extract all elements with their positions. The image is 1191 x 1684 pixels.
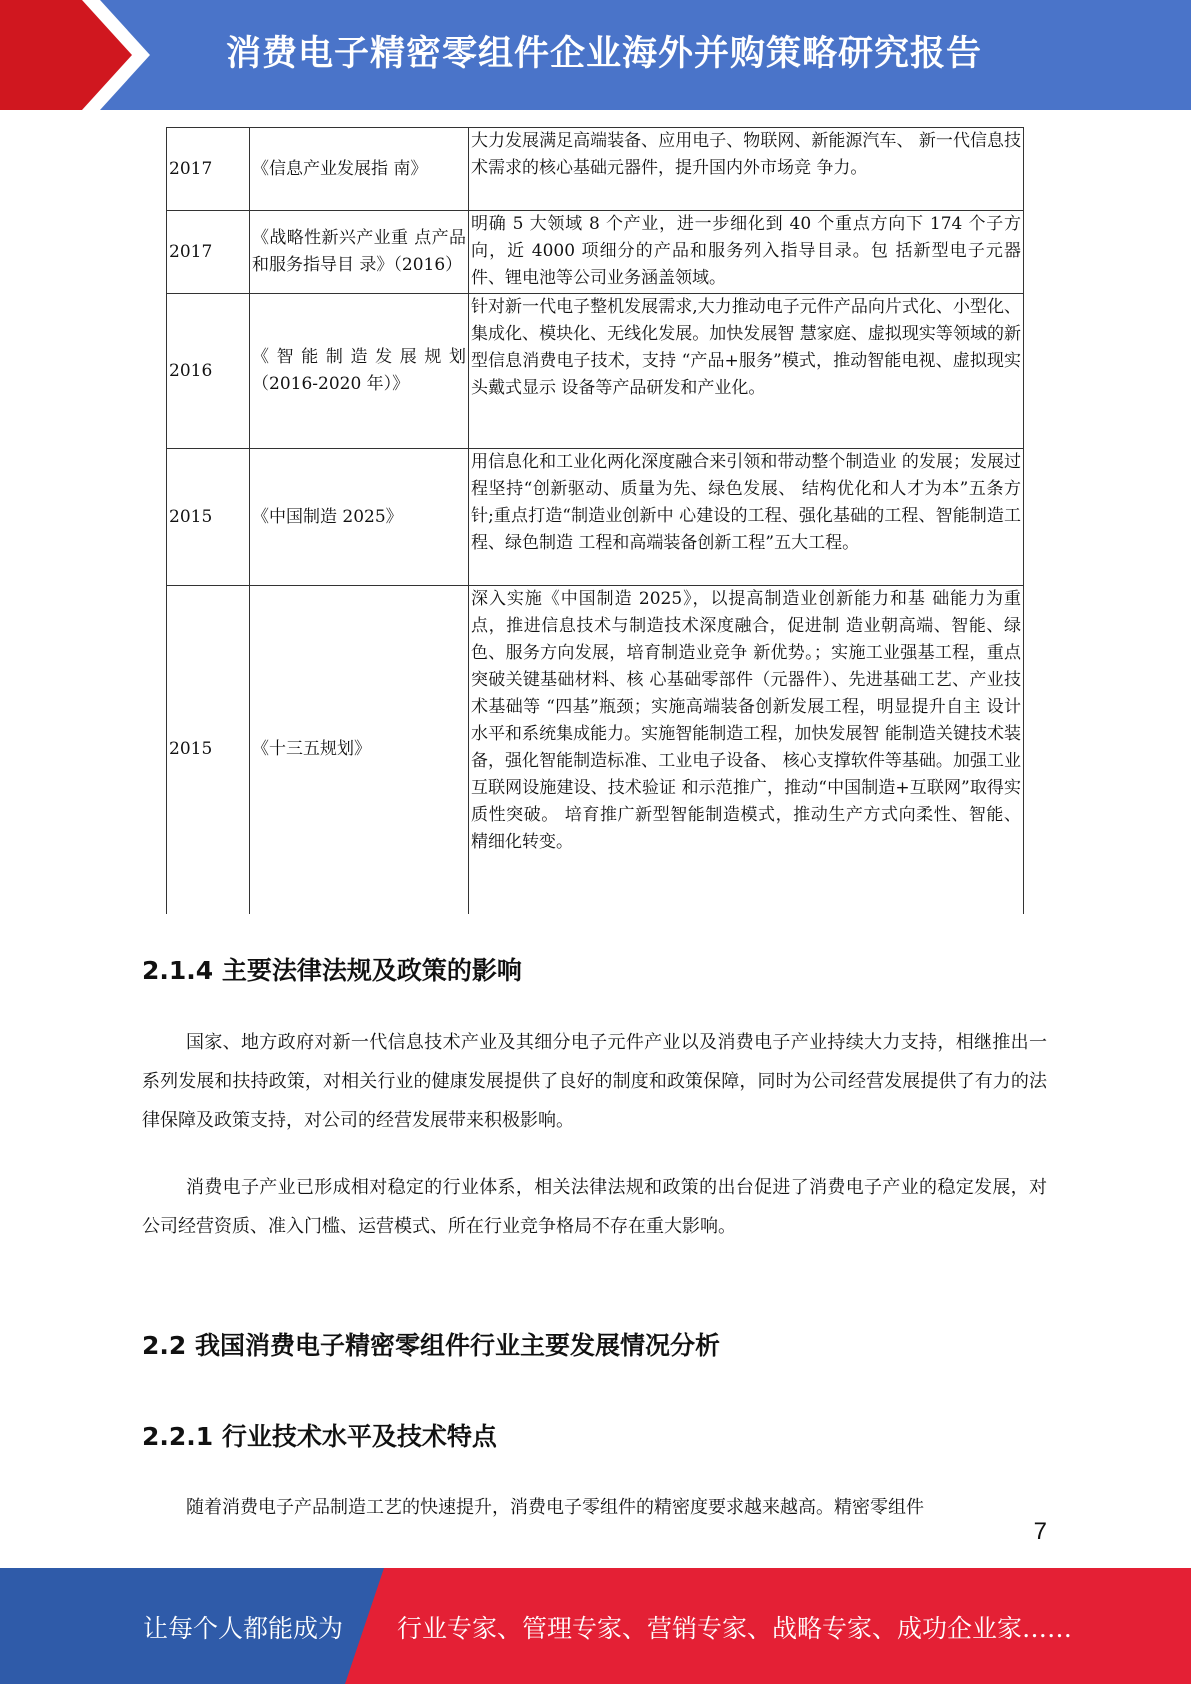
table-cell-desc: 明确 5 大领域 8 个产业，进一步细化到 40 个重点方向下 174 个子方向，近 4000 项细分的产品和服务列入指导目录。包 括新型电子元器件、锂电池等公司业务涵盖领域。 <box>469 211 1024 294</box>
section-heading-2-2-1: 2.2.1 行业技术水平及技术特点 <box>142 1422 497 1451</box>
table-row <box>167 128 1024 211</box>
page-footer <box>0 1568 1191 1684</box>
header-title: 消费电子精密零组件企业海外并购策略研究报告 <box>226 34 983 74</box>
table-cell-desc: 大力发展满足高端装备、应用电子、物联网、新能源汽车、 新一代信息技术需求的核心基础元器件，提升国内外市场竞 争力。 <box>469 128 1024 211</box>
table-row <box>167 294 1024 449</box>
paragraph: 国家、地方政府对新一代信息技术产业及其细分电子元件产业以及消费电子产业持续大力支持，相继推出一系列发展和扶持政策，对相关行业的健康发展提供了良好的制度和政策保障，同时为公司经营发展提供了有力的法律保障及政策支持，对公司的经营发展带来积极影响。 <box>142 1032 1047 1131</box>
table-row <box>167 586 1024 914</box>
table-cell-year: 2015 <box>167 586 250 914</box>
table-cell-year: 2015 <box>167 449 250 586</box>
table-row <box>167 211 1024 294</box>
paragraph: 随着消费电子产品制造工艺的快速提升，消费电子零组件的精密度要求越来越高。精密零组件 <box>186 1497 924 1518</box>
policy-table <box>166 127 1024 914</box>
table-cell-year: 2017 <box>167 211 250 294</box>
page-header <box>0 0 1191 110</box>
footer-slogan-left: 让每个人都能成为 <box>143 1614 344 1643</box>
table-cell-name: 《战略性新兴产业重 点产品和服务指导目 录》（2016） <box>250 211 469 294</box>
table-cell-desc: 用信息化和工业化两化深度融合来引领和带动整个制造业 的发展；发展过程坚持“创新驱动、质量为先、绿色发展、 结构优化和人才为本”五条方针;重点打造“制造业创新中 心建设的工程、强化基础的工程、智能制造工程、绿色制造 工程和高端装备创新工程”五大工程。 <box>469 449 1024 586</box>
table-cell-name: 《十三五规划》 <box>250 586 469 914</box>
table-cell-name: 《信息产业发展指 南》 <box>250 128 469 211</box>
table-row <box>167 449 1024 586</box>
paragraph: 消费电子产业已形成相对稳定的行业体系，相关法律法规和政策的出台促进了消费电子产业的稳定发展，对公司经营资质、准入门槛、运营模式、所在行业竞争格局不存在重大影响。 <box>142 1177 1047 1237</box>
table-cell-desc: 深入实施《中国制造 2025》，以提高制造业创新能力和基 础能力为重点，推进信息技术与制造技术深度融合，促进制 造业朝高端、智能、绿色、服务方向发展，培育制造业竞争 新优势。；实施工业强基工程，重点突破关键基础材料、核 心基础零部件（元器件）、先进基础工艺、产业技术基础等 “四基”瓶颈；实施高端装备创新发展工程，明显提升自主 设计水平和系统集成能力。实施智能制造工程，加快发展智 能制造关键技术装备，强化智能制造标准、工业电子设备、 核心支撑软件等基础。加强工业互联网设施建设、技术验证 和示范推广，推动“中国制造+互联网”取得实质性突破。 培育推广新型智能制造模式，推动生产方式向柔性、智能、 精细化转变。 <box>469 586 1024 914</box>
table-cell-year: 2016 <box>167 294 250 449</box>
footer-slogan-right: 行业专家、管理专家、营销专家、战略专家、成功企业家…… <box>397 1614 1073 1643</box>
table-cell-name: 《中国制造 2025》 <box>250 449 469 586</box>
table-cell-desc: 针对新一代电子整机发展需求,大力推动电子元件产品向片式化、小型化、集成化、模块化、无线化发展。加快发展智 慧家庭、虚拟现实等领域的新型信息消费电子技术，支持 “产品+服务”模式，推动智能电视、虚拟现实头戴式显示 设备等产品研发和产业化。 <box>469 294 1024 449</box>
table-cell-year: 2017 <box>167 128 250 211</box>
section-heading-2-1-4: 2.1.4 主要法律法规及政策的影响 <box>142 956 522 985</box>
page-number: 7 <box>1033 1518 1047 1545</box>
table-cell-name: 《智能制造发展规划（2016-2020 年）》 <box>250 294 469 449</box>
section-heading-2-2: 2.2 我国消费电子精密零组件行业主要发展情况分析 <box>142 1331 720 1360</box>
